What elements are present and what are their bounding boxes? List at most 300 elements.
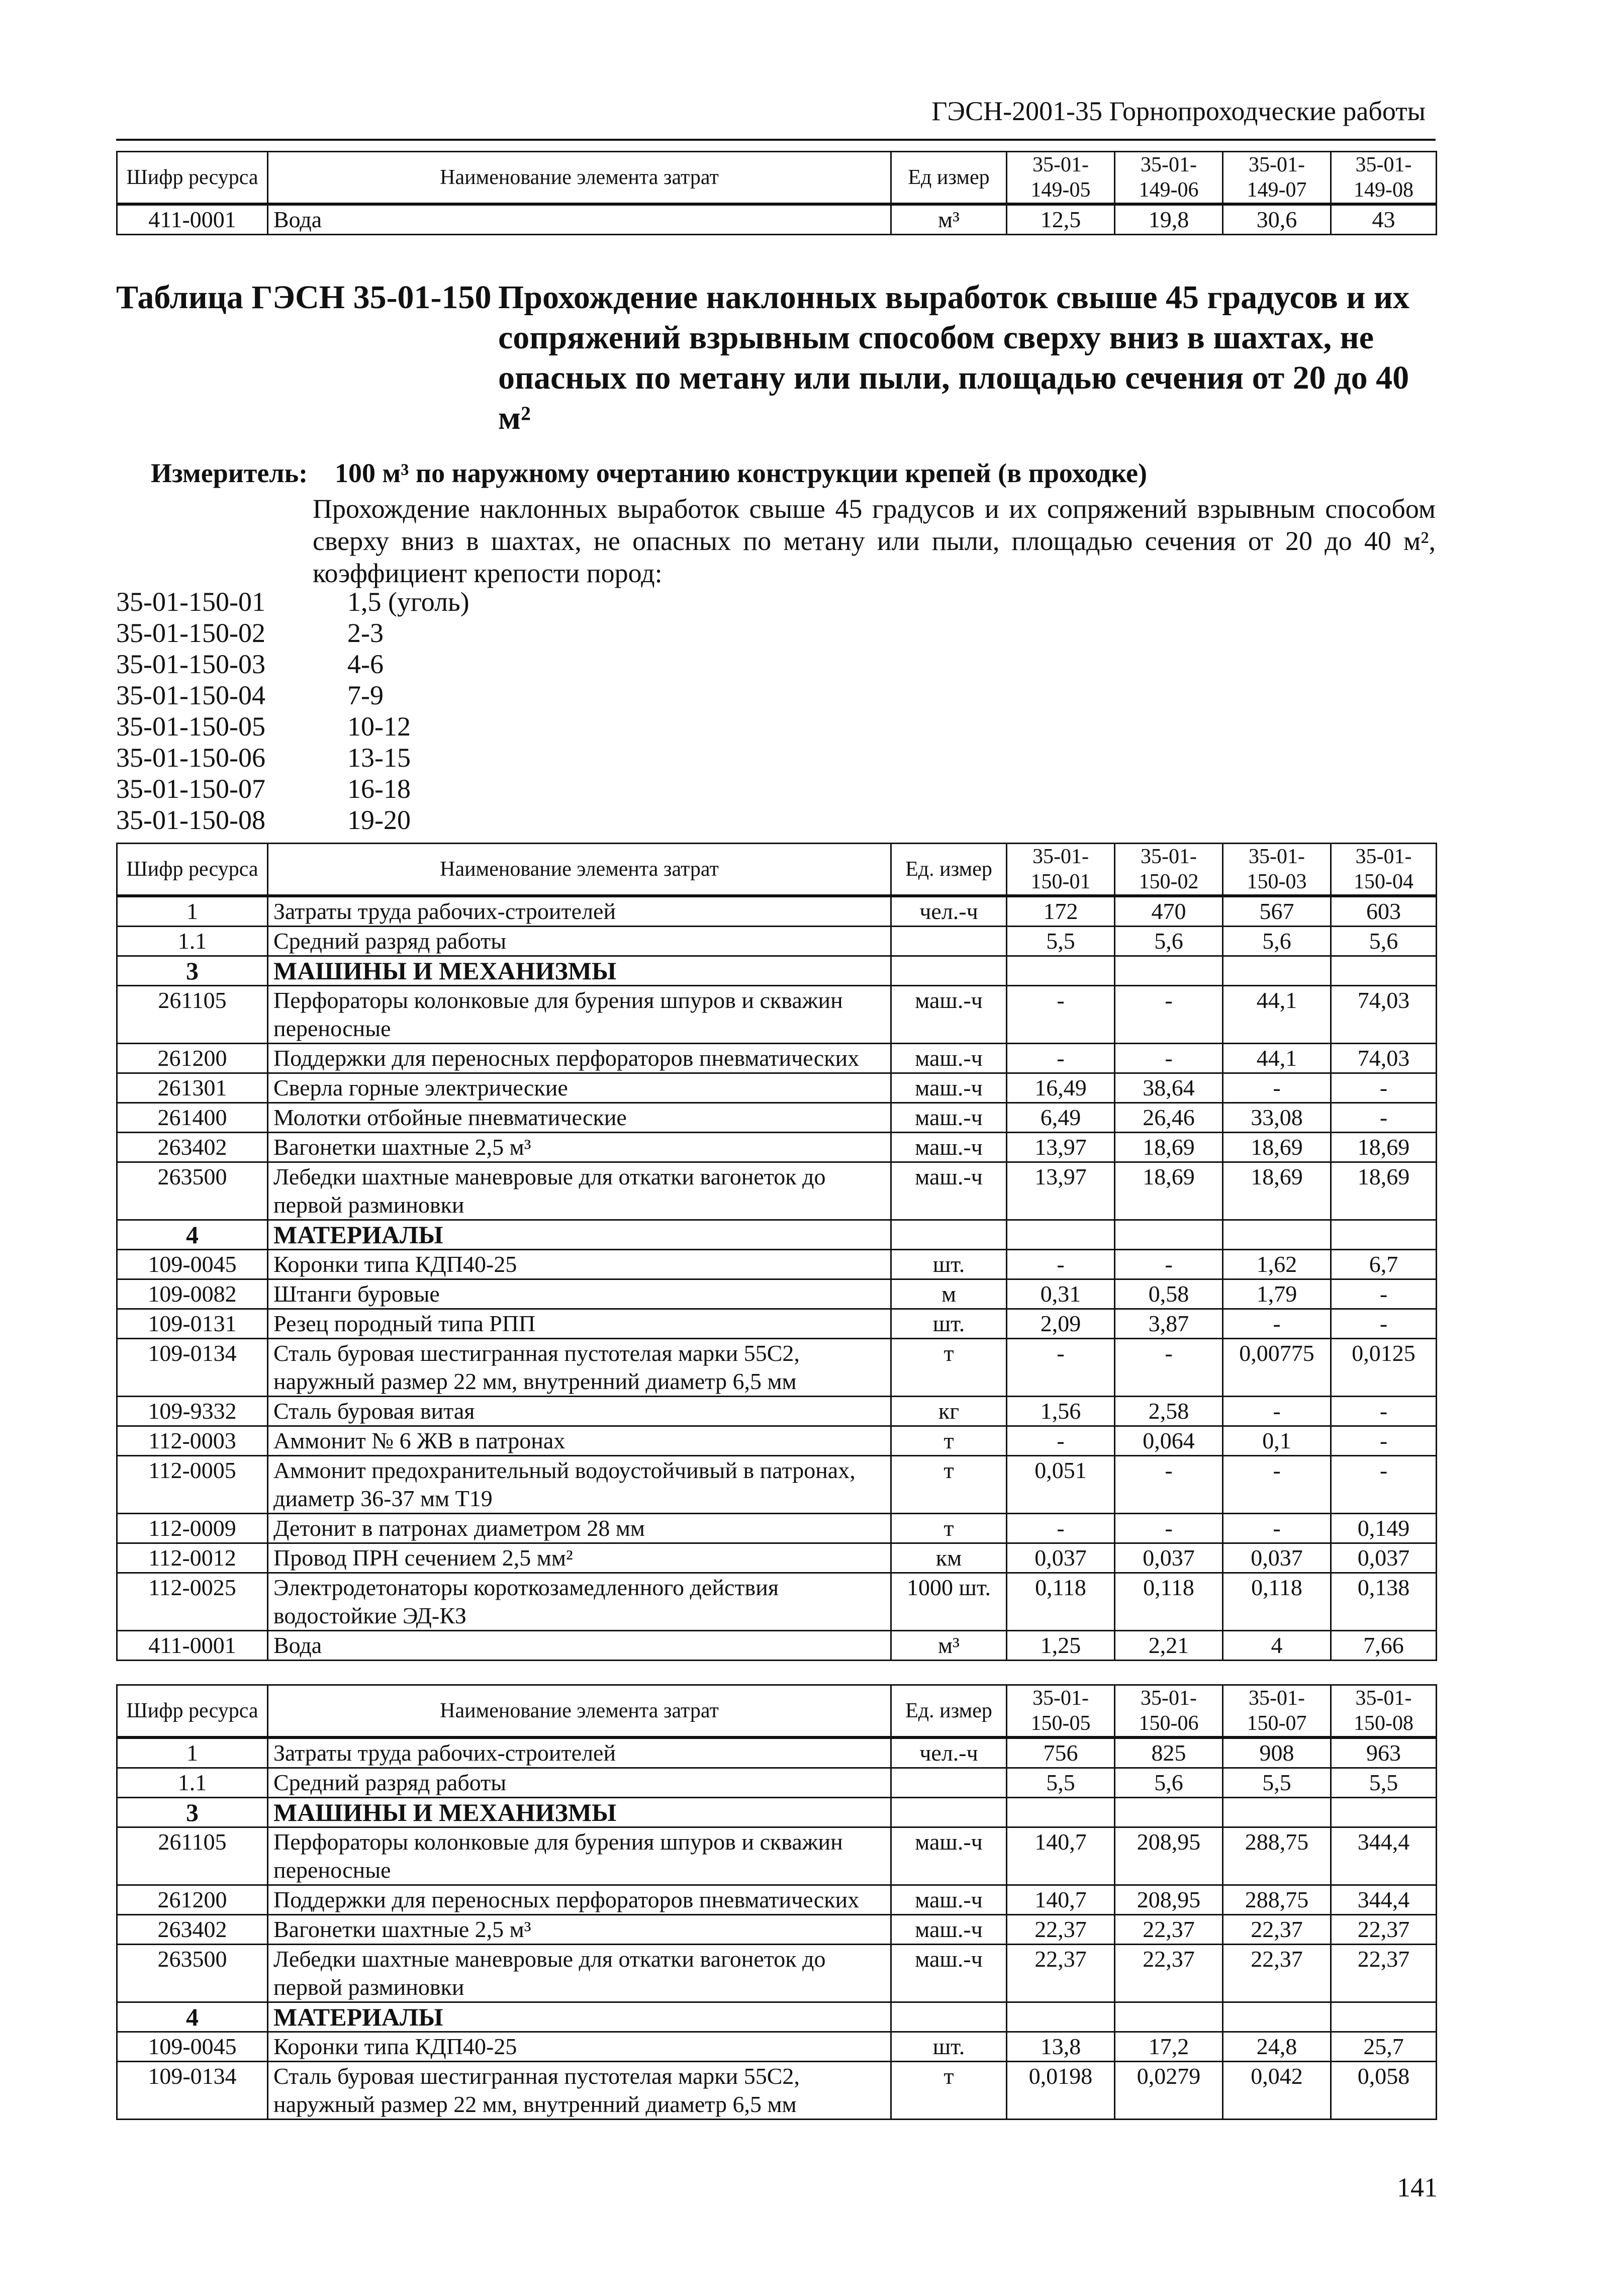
norm-value-cell: 2,09 — [1007, 1309, 1115, 1339]
norm-value-cell: 13,97 — [1007, 1162, 1115, 1220]
table-row — [117, 2062, 1437, 2120]
header-cell: Ед. измер — [891, 844, 1007, 896]
header-row — [117, 844, 1437, 896]
norm-value-cell: - — [1115, 1514, 1223, 1543]
unit-cell: маш.-ч — [891, 1133, 1007, 1162]
norm-value-cell: - — [1331, 1279, 1437, 1309]
norm-value-cell: 7,66 — [1331, 1631, 1437, 1661]
norm-value-cell: 17,2 — [1115, 2032, 1223, 2062]
table-row — [117, 204, 1437, 235]
code-label: 35-01-150-03 — [116, 649, 265, 679]
header-cell: 35-01- 149-07 — [1223, 152, 1331, 205]
resource-name-cell: Поддержки для переносных перфораторов пневматических — [268, 1044, 891, 1073]
table-row — [117, 1426, 1437, 1456]
unit-cell: маш.-ч — [891, 1162, 1007, 1220]
norm-value-cell: 470 — [1115, 896, 1223, 927]
resource-code-cell: 261200 — [117, 1885, 268, 1915]
resource-name-cell: Вагонетки шахтные 2,5 м³ — [268, 1915, 891, 1945]
resource-name-cell: Вода — [268, 204, 891, 235]
unit-cell: кг — [891, 1397, 1007, 1426]
header-cell: Ед. измер — [891, 1685, 1007, 1738]
table-title-prefix: Таблица ГЭСН 35-01-150 — [116, 279, 492, 316]
section-row — [117, 1220, 1437, 1250]
header-cell: 35-01- 150-02 — [1115, 844, 1223, 896]
norm-value-cell: 0,0198 — [1007, 2062, 1115, 2120]
header-cell: Шифр ресурса — [117, 1685, 268, 1738]
norm-value-cell: 22,37 — [1331, 1945, 1437, 2002]
code-label: 35-01-150-06 — [116, 743, 265, 773]
norm-value-cell: 825 — [1115, 1737, 1223, 1768]
norm-value-cell: 6,49 — [1007, 1103, 1115, 1133]
norm-value-cell: 5,5 — [1007, 927, 1115, 956]
norm-value-cell: - — [1331, 1073, 1437, 1103]
norm-value-cell: - — [1007, 1044, 1115, 1073]
resource-code-cell: 3 — [117, 956, 268, 986]
resource-name-cell: Затраты труда рабочих-строителей — [268, 1737, 891, 1768]
resource-code-cell: 109-0045 — [117, 2032, 268, 2062]
norm-value-cell: 6,7 — [1331, 1250, 1437, 1279]
table-row — [117, 1631, 1437, 1661]
code-label: 35-01-150-04 — [116, 680, 265, 710]
norm-value-cell: 0,118 — [1223, 1573, 1331, 1631]
resource-name-cell: Аммонит № 6 ЖВ в патронах — [268, 1426, 891, 1456]
resource-code-cell: 4 — [117, 1220, 268, 1250]
empty-cell — [1223, 1798, 1331, 1827]
resource-name-cell: Резец породный типа РПП — [268, 1309, 891, 1339]
norm-value-cell: 18,69 — [1223, 1133, 1331, 1162]
resource-code-cell: 4 — [117, 2002, 268, 2032]
code-value: 10-12 — [347, 711, 411, 742]
norm-value-cell: - — [1115, 1250, 1223, 1279]
resource-code-cell: 263500 — [117, 1162, 268, 1220]
empty-cell — [891, 1220, 1007, 1250]
work-description: Прохождение наклонных выработок свыше 45 градусов и их сопряжений взрывным способом сверху вниз в шахтах, не опасных по метану или пыли, площадью сечения от 20 до 40 м², коэффициент крепости пород: — [313, 494, 1436, 588]
norm-value-cell: 603 — [1331, 896, 1437, 927]
norm-value-cell: 0,037 — [1223, 1543, 1331, 1573]
norm-value-cell: - — [1331, 1426, 1437, 1456]
norm-value-cell: 0,037 — [1115, 1543, 1223, 1573]
table-row — [117, 1103, 1437, 1133]
norm-value-cell: 2,58 — [1115, 1397, 1223, 1426]
meter-text: 100 м³ по наружному очертанию конструкции крепей (в проходке) — [335, 458, 1147, 488]
header-cell: 35-01- 150-01 — [1007, 844, 1115, 896]
norm-value-cell: - — [1223, 1456, 1331, 1514]
norm-value-cell: 0,1 — [1223, 1426, 1331, 1456]
norm-value-cell: 0,138 — [1331, 1573, 1437, 1631]
header-cell: Шифр ресурса — [117, 844, 268, 896]
header-cell: 35-01- 150-07 — [1223, 1685, 1331, 1738]
header-cell: Ед измер — [891, 152, 1007, 205]
unit-cell: маш.-ч — [891, 986, 1007, 1044]
norm-value-cell: 12,5 — [1007, 204, 1115, 235]
table-row — [117, 1279, 1437, 1309]
unit-cell: маш.-ч — [891, 1073, 1007, 1103]
resource-code-cell: 411-0001 — [117, 204, 268, 235]
norm-value-cell: 44,1 — [1223, 1044, 1331, 1073]
code-value: 1,5 (уголь) — [347, 587, 469, 617]
norm-value-cell: 0,042 — [1223, 2062, 1331, 2120]
norm-value-cell: 26,46 — [1115, 1103, 1223, 1133]
norm-value-cell: 5,6 — [1115, 1768, 1223, 1798]
unit-cell: маш.-ч — [891, 1044, 1007, 1073]
unit-cell: шт. — [891, 2032, 1007, 2062]
norm-value-cell: 24,8 — [1223, 2032, 1331, 2062]
norm-table-1 — [116, 843, 1437, 1661]
table-row — [117, 896, 1437, 927]
code-value: 7-9 — [347, 680, 384, 710]
resource-name-cell: Сталь буровая шестигранная пустотелая марки 55С2, наружный размер 22 мм, внутренний диаметр 6,5 мм — [268, 2062, 891, 2120]
unit-cell: маш.-ч — [891, 1915, 1007, 1945]
code-label: 35-01-150-05 — [116, 711, 265, 742]
empty-cell — [891, 956, 1007, 986]
empty-cell — [1223, 956, 1331, 986]
norm-value-cell: 140,7 — [1007, 1827, 1115, 1885]
norm-value-cell: 22,37 — [1223, 1945, 1331, 2002]
code-value: 13-15 — [347, 743, 411, 773]
unit-cell — [891, 927, 1007, 956]
norm-value-cell: - — [1223, 1397, 1331, 1426]
table-row — [117, 1915, 1437, 1945]
table-row — [117, 927, 1437, 956]
resource-code-cell: 263500 — [117, 1945, 268, 2002]
resource-name-cell: Сталь буровая витая — [268, 1397, 891, 1426]
norm-value-cell: 38,64 — [1115, 1073, 1223, 1103]
norm-value-cell: 18,69 — [1331, 1133, 1437, 1162]
table-row — [117, 1397, 1437, 1426]
table-row — [117, 1250, 1437, 1279]
code-value: 16-18 — [347, 774, 411, 804]
norm-value-cell: 22,37 — [1115, 1945, 1223, 2002]
norm-value-cell: 0,31 — [1007, 1279, 1115, 1309]
code-label: 35-01-150-01 — [116, 587, 265, 617]
norm-value-cell: 5,5 — [1331, 1768, 1437, 1798]
resource-code-cell: 112-0005 — [117, 1456, 268, 1514]
norm-value-cell: 18,69 — [1115, 1133, 1223, 1162]
resource-name-cell: Поддержки для переносных перфораторов пневматических — [268, 1885, 891, 1915]
unit-cell: т — [891, 2062, 1007, 2120]
norm-value-cell: 0,0279 — [1115, 2062, 1223, 2120]
header-cell: Наименование элемента затрат — [268, 1685, 891, 1738]
resource-code-cell: 109-0045 — [117, 1250, 268, 1279]
empty-cell — [891, 2002, 1007, 2032]
table-row — [117, 1573, 1437, 1631]
empty-cell — [1331, 2002, 1437, 2032]
resource-name-cell: Лебедки шахтные маневровые для откатки вагонеток до первой разминовки — [268, 1162, 891, 1220]
norm-value-cell: - — [1331, 1397, 1437, 1426]
resource-name-cell: Коронки типа КДП40-25 — [268, 1250, 891, 1279]
unit-cell: т — [891, 1514, 1007, 1543]
code-value: 19-20 — [347, 805, 411, 835]
header-cell: 35-01- 150-04 — [1331, 844, 1437, 896]
table-row — [117, 1768, 1437, 1798]
resource-code-cell: 1 — [117, 1737, 268, 1768]
resource-name-cell: Сталь буровая шестигранная пустотелая марки 55С2, наружный размер 22 мм, внутренний диаметр 6,5 мм — [268, 1339, 891, 1397]
top-norm-table — [116, 151, 1437, 235]
norm-value-cell: 0,58 — [1115, 1279, 1223, 1309]
header-cell: Шифр ресурса — [117, 152, 268, 205]
norm-value-cell: 33,08 — [1223, 1103, 1331, 1133]
norm-value-cell: 3,87 — [1115, 1309, 1223, 1339]
norm-value-cell: 963 — [1331, 1737, 1437, 1768]
norm-value-cell: 2,21 — [1115, 1631, 1223, 1661]
resource-name-cell: Средний разряд работы — [268, 1768, 891, 1798]
header-cell: 35-01- 149-08 — [1331, 152, 1437, 205]
norm-value-cell: 22,37 — [1007, 1945, 1115, 2002]
table-row — [117, 1073, 1437, 1103]
norm-value-cell: 208,95 — [1115, 1885, 1223, 1915]
norm-value-cell: 25,7 — [1331, 2032, 1437, 2062]
norm-value-cell: 43 — [1331, 204, 1437, 235]
resource-name-cell: Затраты труда рабочих-строителей — [268, 896, 891, 927]
norm-value-cell: 22,37 — [1007, 1915, 1115, 1945]
table-row — [117, 1514, 1437, 1543]
running-header: ГЭСН-2001-35 Горнопроходческие работы — [931, 96, 1426, 126]
code-value: 2-3 — [347, 618, 384, 648]
section-row — [117, 2002, 1437, 2032]
norm-value-cell: 5,5 — [1223, 1768, 1331, 1798]
meter-label: Измеритель: — [151, 458, 308, 488]
resource-code-cell: 109-0134 — [117, 1339, 268, 1397]
norm-value-cell: 1,25 — [1007, 1631, 1115, 1661]
norm-value-cell: 0,0125 — [1331, 1339, 1437, 1397]
resource-code-cell: 1.1 — [117, 1768, 268, 1798]
resource-code-cell: 261400 — [117, 1103, 268, 1133]
section-row — [117, 1798, 1437, 1827]
empty-cell — [1331, 1220, 1437, 1250]
norm-value-cell: 4 — [1223, 1631, 1331, 1661]
resource-code-cell: 261301 — [117, 1073, 268, 1103]
norm-value-cell: 0,064 — [1115, 1426, 1223, 1456]
resource-code-cell: 411-0001 — [117, 1631, 268, 1661]
page-number: 141 — [1397, 2172, 1438, 2202]
resource-code-cell: 3 — [117, 1798, 268, 1827]
empty-cell — [1115, 1220, 1223, 1250]
norm-value-cell: 5,6 — [1223, 927, 1331, 956]
code-label: 35-01-150-02 — [116, 618, 265, 648]
norm-value-cell: 0,00775 — [1223, 1339, 1331, 1397]
unit-cell: чел.-ч — [891, 896, 1007, 927]
resource-code-cell: 1.1 — [117, 927, 268, 956]
resource-name-cell: МАШИНЫ И МЕХАНИЗМЫ — [268, 956, 891, 986]
resource-code-cell: 109-9332 — [117, 1397, 268, 1426]
norm-value-cell: 13,97 — [1007, 1133, 1115, 1162]
empty-cell — [1007, 1798, 1115, 1827]
norm-value-cell: 567 — [1223, 896, 1331, 927]
norm-value-cell: 172 — [1007, 896, 1115, 927]
resource-code-cell: 261105 — [117, 986, 268, 1044]
norm-value-cell: 288,75 — [1223, 1885, 1331, 1915]
resource-code-cell: 109-0131 — [117, 1309, 268, 1339]
norm-value-cell: 30,6 — [1223, 204, 1331, 235]
resource-name-cell: МАТЕРИАЛЫ — [268, 1220, 891, 1250]
unit-cell: т — [891, 1456, 1007, 1514]
empty-cell — [1115, 1798, 1223, 1827]
norm-value-cell: 0,037 — [1331, 1543, 1437, 1573]
resource-code-cell: 112-0003 — [117, 1426, 268, 1456]
norm-value-cell: 756 — [1007, 1737, 1115, 1768]
empty-cell — [1331, 1798, 1437, 1827]
norm-value-cell: 1,62 — [1223, 1250, 1331, 1279]
norm-value-cell: 18,69 — [1115, 1162, 1223, 1220]
unit-cell — [891, 1768, 1007, 1798]
empty-cell — [1007, 2002, 1115, 2032]
norm-value-cell: 44,1 — [1223, 986, 1331, 1044]
header-row — [117, 1685, 1437, 1738]
header-cell: Наименование элемента затрат — [268, 152, 891, 205]
unit-cell: маш.-ч — [891, 1103, 1007, 1133]
norm-value-cell: 1,79 — [1223, 1279, 1331, 1309]
norm-value-cell: 74,03 — [1331, 986, 1437, 1044]
table-row — [117, 1044, 1437, 1073]
header-cell: 35-01- 150-05 — [1007, 1685, 1115, 1738]
norm-value-cell: 74,03 — [1331, 1044, 1437, 1073]
resource-name-cell: Вагонетки шахтные 2,5 м³ — [268, 1133, 891, 1162]
resource-name-cell: Аммонит предохранительный водоустойчивый в патронах, диаметр 36-37 мм Т19 — [268, 1456, 891, 1514]
unit-cell: шт. — [891, 1309, 1007, 1339]
resource-name-cell: Электродетонаторы короткозамедленного действия водостойкие ЭД-КЗ — [268, 1573, 891, 1631]
header-rule — [116, 139, 1436, 141]
norm-value-cell: - — [1115, 1339, 1223, 1397]
unit-cell: маш.-ч — [891, 1827, 1007, 1885]
norm-value-cell: 5,6 — [1115, 927, 1223, 956]
resource-name-cell: Сверла горные электрические — [268, 1073, 891, 1103]
unit-cell: чел.-ч — [891, 1737, 1007, 1768]
resource-name-cell: Лебедки шахтные маневровые для откатки вагонеток до первой разминовки — [268, 1945, 891, 2002]
norm-value-cell: - — [1007, 1250, 1115, 1279]
norm-value-cell: 22,37 — [1115, 1915, 1223, 1945]
empty-cell — [891, 1798, 1007, 1827]
norm-value-cell: 0,149 — [1331, 1514, 1437, 1543]
norm-value-cell: - — [1007, 1339, 1115, 1397]
resource-code-cell: 109-0082 — [117, 1279, 268, 1309]
norm-value-cell: 140,7 — [1007, 1885, 1115, 1915]
norm-value-cell: 0,118 — [1007, 1573, 1115, 1631]
norm-value-cell: 344,4 — [1331, 1827, 1437, 1885]
norm-value-cell: - — [1007, 986, 1115, 1044]
norm-value-cell: - — [1115, 986, 1223, 1044]
empty-cell — [1115, 2002, 1223, 2032]
table-row — [117, 1309, 1437, 1339]
norm-value-cell: 0,037 — [1007, 1543, 1115, 1573]
norm-value-cell: - — [1331, 1456, 1437, 1514]
norm-value-cell: - — [1223, 1073, 1331, 1103]
norm-value-cell: 0,118 — [1115, 1573, 1223, 1631]
norm-value-cell: - — [1007, 1426, 1115, 1456]
code-value: 4-6 — [347, 649, 384, 679]
resource-name-cell: Штанги буровые — [268, 1279, 891, 1309]
table-row — [117, 1945, 1437, 2002]
table-row — [117, 1162, 1437, 1220]
resource-name-cell: Коронки типа КДП40-25 — [268, 2032, 891, 2062]
norm-value-cell: 22,37 — [1331, 1915, 1437, 1945]
norm-value-cell: - — [1007, 1514, 1115, 1543]
resource-name-cell: Средний разряд работы — [268, 927, 891, 956]
unit-cell: маш.-ч — [891, 1945, 1007, 2002]
unit-cell: шт. — [891, 1250, 1007, 1279]
norm-value-cell: 344,4 — [1331, 1885, 1437, 1915]
resource-name-cell: Вода — [268, 1631, 891, 1661]
norm-value-cell: 908 — [1223, 1737, 1331, 1768]
norm-value-cell: 5,5 — [1007, 1768, 1115, 1798]
norm-value-cell: 19,8 — [1115, 204, 1223, 235]
norm-value-cell: 16,49 — [1007, 1073, 1115, 1103]
code-label: 35-01-150-07 — [116, 774, 265, 804]
header-cell: 35-01- 150-06 — [1115, 1685, 1223, 1738]
table-row — [117, 1339, 1437, 1397]
table-row — [117, 986, 1437, 1044]
unit-cell: м — [891, 1279, 1007, 1309]
code-label: 35-01-150-08 — [116, 805, 265, 835]
resource-code-cell: 261105 — [117, 1827, 268, 1885]
empty-cell — [1007, 956, 1115, 986]
empty-cell — [1115, 956, 1223, 986]
resource-code-cell: 112-0009 — [117, 1514, 268, 1543]
resource-name-cell: Детонит в патронах диаметром 28 мм — [268, 1514, 891, 1543]
unit-cell: м³ — [891, 204, 1007, 235]
empty-cell — [1007, 1220, 1115, 1250]
resource-name-cell: Молотки отбойные пневматические — [268, 1103, 891, 1133]
empty-cell — [1331, 956, 1437, 986]
resource-name-cell: МАШИНЫ И МЕХАНИЗМЫ — [268, 1798, 891, 1827]
norm-value-cell: 18,69 — [1331, 1162, 1437, 1220]
unit-cell: 1000 шт. — [891, 1573, 1007, 1631]
norm-value-cell: 13,8 — [1007, 2032, 1115, 2062]
header-cell: 35-01- 150-08 — [1331, 1685, 1437, 1738]
table-row — [117, 1827, 1437, 1885]
section-row — [117, 956, 1437, 986]
norm-table-2 — [116, 1684, 1437, 2120]
table-row — [117, 2032, 1437, 2062]
header-row — [117, 152, 1437, 205]
norm-value-cell: 0,058 — [1331, 2062, 1437, 2120]
resource-code-cell: 112-0012 — [117, 1543, 268, 1573]
empty-cell — [1223, 1220, 1331, 1250]
norm-value-cell: - — [1331, 1309, 1437, 1339]
unit-cell: т — [891, 1426, 1007, 1456]
resource-code-cell: 263402 — [117, 1915, 268, 1945]
norm-value-cell: 18,69 — [1223, 1162, 1331, 1220]
resource-code-cell: 261200 — [117, 1044, 268, 1073]
empty-cell — [1223, 2002, 1331, 2032]
table-row — [117, 1885, 1437, 1915]
norm-value-cell: 0,051 — [1007, 1456, 1115, 1514]
resource-code-cell: 112-0025 — [117, 1573, 268, 1631]
unit-cell: маш.-ч — [891, 1885, 1007, 1915]
norm-value-cell: 5,6 — [1331, 927, 1437, 956]
resource-code-cell: 1 — [117, 896, 268, 927]
resource-name-cell: Перфораторы колонковые для бурения шпуров и скважин переносные — [268, 1827, 891, 1885]
header-cell: 35-01- 150-03 — [1223, 844, 1331, 896]
resource-name-cell: МАТЕРИАЛЫ — [268, 2002, 891, 2032]
table-row — [117, 1456, 1437, 1514]
unit-cell: км — [891, 1543, 1007, 1573]
norm-value-cell: - — [1223, 1514, 1331, 1543]
resource-code-cell: 263402 — [117, 1133, 268, 1162]
norm-value-cell: 22,37 — [1223, 1915, 1331, 1945]
header-cell: 35-01- 149-06 — [1115, 152, 1223, 205]
norm-value-cell: 1,56 — [1007, 1397, 1115, 1426]
header-cell: Наименование элемента затрат — [268, 844, 891, 896]
unit-cell: м³ — [891, 1631, 1007, 1661]
norm-value-cell: - — [1115, 1044, 1223, 1073]
norm-value-cell: 288,75 — [1223, 1827, 1331, 1885]
norm-value-cell: - — [1223, 1309, 1331, 1339]
table-row — [117, 1543, 1437, 1573]
table-row — [117, 1133, 1437, 1162]
norm-value-cell: 208,95 — [1115, 1827, 1223, 1885]
table-row — [117, 1737, 1437, 1768]
header-cell: 35-01- 149-05 — [1007, 152, 1115, 205]
